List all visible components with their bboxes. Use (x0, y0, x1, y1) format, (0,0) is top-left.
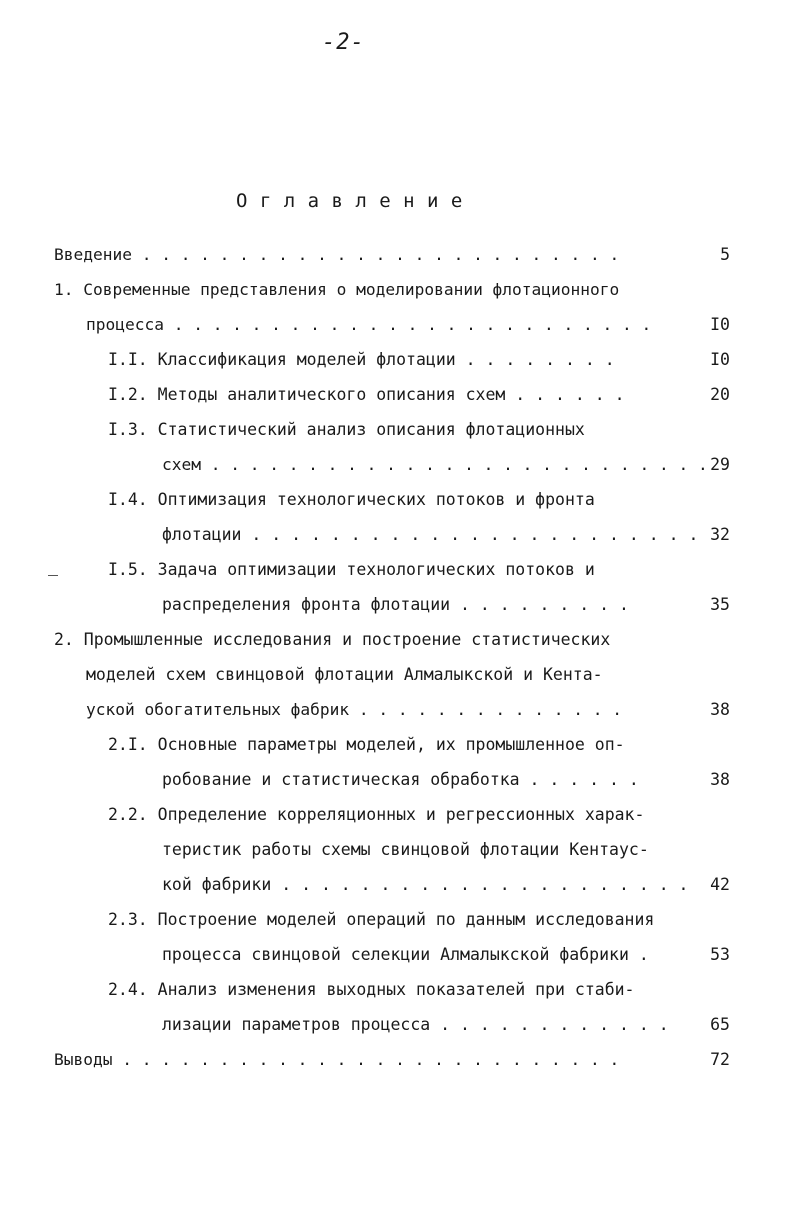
toc-line-1-4-cont: флотации . . . . . . . . . . . . . . . . . . . . . . . (162, 525, 699, 544)
toc-line-1-4: I.4. Оптимизация технологических потоков и фронта (108, 490, 595, 509)
toc-line-2-4-cont: лизации параметров процесса . . . . . . . . . . . . (162, 1015, 669, 1034)
toc-line-2-4: 2.4. Анализ изменения выходных показателей при стаби- (108, 980, 635, 999)
toc-line-2-3: 2.3. Построение моделей операций по данным исследования (108, 910, 655, 929)
toc-line-ch2-cont-2: уской обогатительных фабрик . . . . . . . . . . . . . . (86, 700, 623, 719)
toc-page-conclusions: 72 (710, 1050, 730, 1069)
toc-line-2-1-cont: робование и статистическая обработка . . . . . . (162, 770, 639, 789)
toc-line-1-1: I.I. Классификация моделей флотации . . . . . . . . (108, 350, 615, 369)
toc-page-1-5: 35 (710, 595, 730, 614)
toc-line-conclusions: Выводы . . . . . . . . . . . . . . . . . . . . . . . . . . (54, 1050, 620, 1069)
page-number: -2- (322, 30, 365, 55)
toc-page-1-3: 29 (710, 455, 730, 474)
toc-line-1-3: I.3. Статистический анализ описания флотационных (108, 420, 585, 439)
toc-page-1-1: I0 (710, 350, 730, 369)
toc-page-intro: 5 (720, 245, 730, 264)
toc-line-2-2: 2.2. Определение корреляционных и регрессионных харак- (108, 805, 645, 824)
toc-line-1-2: I.2. Методы аналитического описания схем . . . . . . (108, 385, 625, 404)
toc-line-2-1: 2.I. Основные параметры моделей, их промышленное оп- (108, 735, 625, 754)
toc-line-2-2-cont-2: кой фабрики . . . . . . . . . . . . . . . . . . . . . (162, 875, 689, 894)
toc-line-intro: Введение . . . . . . . . . . . . . . . . . . . . . . . . . (54, 245, 620, 264)
toc-line-1-5-cont: распределения фронта флотации . . . . . . . . . (162, 595, 629, 614)
toc-line-1-3-cont: схем . . . . . . . . . . . . . . . . . . . . . . . . . . (162, 455, 708, 474)
toc-page-ch1: I0 (710, 315, 730, 334)
toc-line-2-3-cont: процесса свинцовой селекции Алмалыкской фабрики . (162, 945, 649, 964)
toc-line-ch2: 2. Промышленные исследования и построение статистических (54, 630, 611, 649)
toc-line-ch1: 1. Современные представления о моделировании флотационного (54, 280, 620, 299)
toc-line-2-2-cont-1: теристик работы схемы свинцовой флотации Кентаус- (162, 840, 649, 859)
toc-page-ch2: 38 (710, 700, 730, 719)
toc-page-1-2: 20 (710, 385, 730, 404)
toc-line-ch2-cont-1: моделей схем свинцовой флотации Алмалыкской и Кента- (86, 665, 603, 684)
margin-mark (48, 575, 58, 576)
toc-page-2-3: 53 (710, 945, 730, 964)
toc-page-2-1: 38 (710, 770, 730, 789)
toc-page-2-4: 65 (710, 1015, 730, 1034)
toc-line-ch1-cont: процесса . . . . . . . . . . . . . . . . . . . . . . . . . (86, 315, 652, 334)
toc-line-1-5: I.5. Задача оптимизации технологических потоков и (108, 560, 595, 579)
toc-page-1-4: 32 (710, 525, 730, 544)
toc-title: О г л а в л е н и е (236, 190, 463, 212)
toc-page-2-2: 42 (710, 875, 730, 894)
